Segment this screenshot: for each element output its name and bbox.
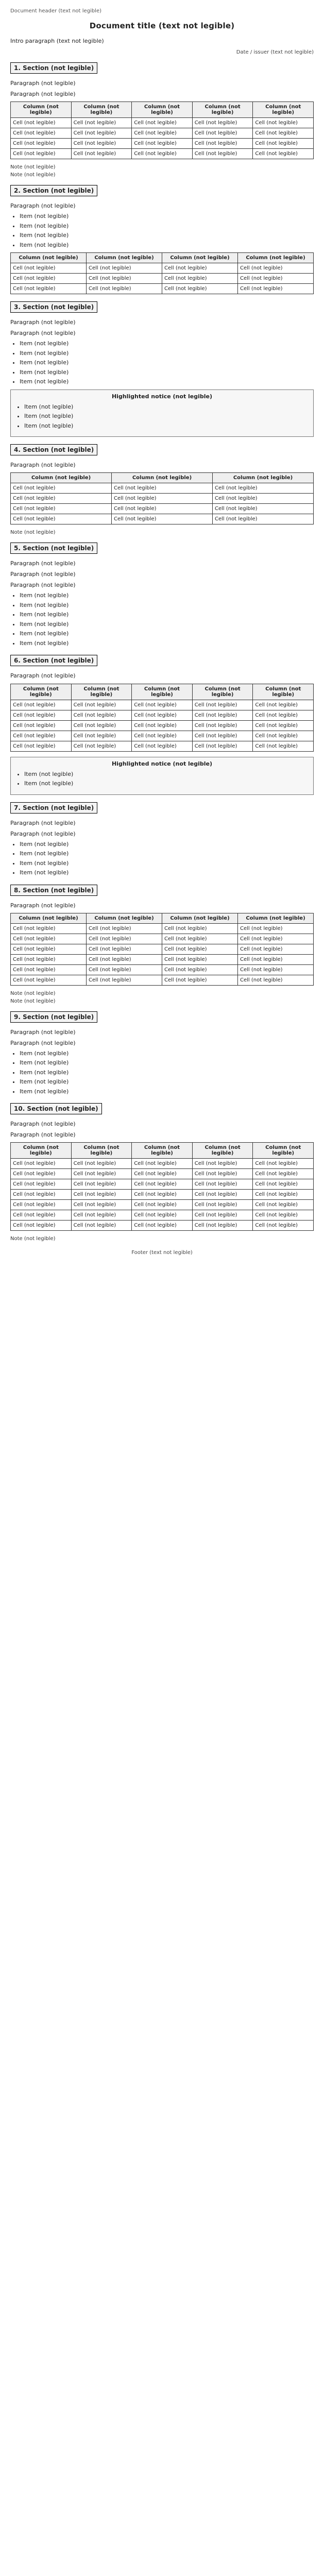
paragraph: Paragraph (not legible) — [10, 319, 76, 326]
table-cell: Cell (not legible) — [11, 741, 72, 751]
table-body — [11, 483, 314, 524]
section — [10, 301, 314, 437]
table-cell: Cell (not legible) — [253, 118, 314, 128]
bullet-list — [15, 770, 309, 788]
table-cell: Cell (not legible) — [132, 741, 193, 751]
table-cell: Cell (not legible) — [11, 118, 72, 128]
list-item: • Item (not legible) — [20, 1069, 314, 1077]
table-cell: Cell (not legible) — [11, 954, 87, 964]
list-item: • Item (not legible) — [24, 422, 309, 431]
list-item: • Item (not legible) — [20, 591, 314, 600]
table-head — [11, 473, 314, 483]
intro-paragraph: Intro paragraph (text not legible) — [10, 38, 104, 44]
paragraph: Paragraph (not legible) — [10, 1131, 76, 1139]
table-cell: Cell (not legible) — [192, 1159, 253, 1169]
data-table — [10, 1142, 314, 1231]
table-header-cell: Column (not legible) — [132, 1143, 193, 1159]
table-header-cell: Column (not legible) — [71, 102, 132, 118]
table-cell: Cell (not legible) — [192, 731, 253, 741]
paragraph: Paragraph (not legible) — [10, 819, 76, 826]
table-cell: Cell (not legible) — [238, 923, 314, 934]
table-header-cell: Column (not legible) — [192, 684, 253, 700]
paragraph: Paragraph (not legible) — [10, 902, 76, 909]
table-cell: Cell (not legible) — [11, 964, 87, 975]
table-cell: Cell (not legible) — [11, 1159, 72, 1169]
table-cell: Cell (not legible) — [238, 975, 314, 985]
table-row — [11, 483, 314, 494]
table-row — [11, 923, 314, 934]
paragraph: Paragraph (not legible) — [10, 582, 76, 589]
table-cell: Cell (not legible) — [253, 731, 314, 741]
table-header-cell: Column (not legible) — [162, 913, 238, 923]
table-header-cell: Column (not legible) — [71, 1143, 132, 1159]
section-title: 10. Section (not legible) — [10, 1103, 102, 1114]
table-row — [11, 284, 314, 294]
table-cell: Cell (not legible) — [87, 923, 162, 934]
table-cell: Cell (not legible) — [112, 514, 213, 524]
table-body — [11, 700, 314, 751]
table-header-cell: Column (not legible) — [11, 1143, 72, 1159]
data-table — [10, 913, 314, 986]
table-cell: Cell (not legible) — [71, 1210, 132, 1221]
table-cell: Cell (not legible) — [11, 1190, 72, 1200]
table-row — [11, 964, 314, 975]
table-cell: Cell (not legible) — [87, 263, 162, 274]
table-cell: Cell (not legible) — [11, 149, 72, 159]
table-header-cell: Column (not legible) — [192, 102, 253, 118]
table-cell: Cell (not legible) — [162, 274, 238, 284]
table-cell: Cell (not legible) — [71, 731, 132, 741]
table-cell: Cell (not legible) — [192, 741, 253, 751]
table-cell: Cell (not legible) — [213, 514, 314, 524]
table-header-cell: Column (not legible) — [11, 684, 72, 700]
document-page — [0, 0, 324, 1268]
section-title: 3. Section (not legible) — [10, 301, 97, 313]
table-head — [11, 913, 314, 923]
table-cell: Cell (not legible) — [192, 1200, 253, 1210]
table-cell: Cell (not legible) — [87, 934, 162, 944]
list-item: • Item (not legible) — [20, 340, 314, 348]
table-cell: Cell (not legible) — [11, 1200, 72, 1210]
table-header-cell: Column (not legible) — [132, 102, 193, 118]
highlighted-notice — [10, 757, 314, 795]
table-header-cell: Column (not legible) — [87, 913, 162, 923]
table-cell: Cell (not legible) — [238, 274, 314, 284]
table-cell: Cell (not legible) — [11, 284, 87, 294]
footer: Footer (text not legible) — [131, 1250, 193, 1256]
table-row — [11, 1169, 314, 1179]
table-cell: Cell (not legible) — [162, 263, 238, 274]
table-cell: Cell (not legible) — [132, 139, 193, 149]
list-item: • Item (not legible) — [20, 620, 314, 629]
data-table — [10, 472, 314, 524]
list-item: • Item (not legible) — [24, 403, 309, 412]
table-cell: Cell (not legible) — [11, 514, 112, 524]
paragraph: Paragraph (not legible) — [10, 1121, 76, 1128]
table-cell: Cell (not legible) — [238, 263, 314, 274]
bullet-list — [10, 840, 314, 877]
table-cell: Cell (not legible) — [132, 1179, 193, 1190]
data-table — [10, 101, 314, 159]
table-cell: Cell (not legible) — [71, 118, 132, 128]
table-body — [11, 923, 314, 985]
paragraph: Paragraph (not legible) — [10, 672, 76, 680]
table-cell: Cell (not legible) — [11, 731, 72, 741]
section-title: 6. Section (not legible) — [10, 655, 97, 666]
section — [10, 1011, 314, 1096]
table-cell: Cell (not legible) — [192, 128, 253, 139]
table-header-row — [11, 102, 314, 118]
list-item: • Item (not legible) — [20, 850, 314, 858]
data-table — [10, 252, 314, 294]
paragraph: Paragraph (not legible) — [10, 1039, 76, 1046]
table-cell: Cell (not legible) — [11, 1221, 72, 1231]
table-cell: Cell (not legible) — [162, 954, 238, 964]
list-item: • Item (not legible) — [20, 869, 314, 877]
note: Note (not legible) — [10, 530, 56, 536]
table-header-cell: Column (not legible) — [11, 473, 112, 483]
table-row — [11, 128, 314, 139]
table-header-row — [11, 1143, 314, 1159]
table-cell: Cell (not legible) — [253, 1179, 314, 1190]
table-cell: Cell (not legible) — [71, 139, 132, 149]
table-cell: Cell (not legible) — [192, 1221, 253, 1231]
table-cell: Cell (not legible) — [71, 741, 132, 751]
table-row — [11, 514, 314, 524]
list-item: • Item (not legible) — [24, 412, 309, 421]
paragraph: Paragraph (not legible) — [10, 830, 76, 837]
list-item: • Item (not legible) — [20, 231, 314, 240]
table-row — [11, 700, 314, 710]
table-header-row — [11, 253, 314, 263]
list-item: • Item (not legible) — [20, 378, 314, 386]
table-cell: Cell (not legible) — [132, 1159, 193, 1169]
table-cell: Cell (not legible) — [192, 149, 253, 159]
table-cell: Cell (not legible) — [238, 944, 314, 954]
table-head — [11, 253, 314, 263]
table-cell: Cell (not legible) — [162, 975, 238, 985]
table-cell: Cell (not legible) — [253, 1221, 314, 1231]
table-header-cell: Column (not legible) — [132, 684, 193, 700]
table-row — [11, 731, 314, 741]
paragraph: Paragraph (not legible) — [10, 330, 76, 337]
table-row — [11, 504, 314, 514]
table-head — [11, 684, 314, 700]
table-cell: Cell (not legible) — [11, 263, 87, 274]
table-row — [11, 934, 314, 944]
list-item: • Item (not legible) — [20, 630, 314, 638]
list-item: • Item (not legible) — [20, 349, 314, 358]
sections-container — [10, 62, 314, 1242]
table-cell: Cell (not legible) — [11, 923, 87, 934]
table-body — [11, 118, 314, 159]
section — [10, 1103, 314, 1242]
list-item: • Item (not legible) — [24, 770, 309, 779]
section-title: 7. Section (not legible) — [10, 802, 97, 814]
table-cell: Cell (not legible) — [132, 1190, 193, 1200]
table-row — [11, 944, 314, 954]
table-cell: Cell (not legible) — [112, 494, 213, 504]
table-cell: Cell (not legible) — [213, 504, 314, 514]
table-cell: Cell (not legible) — [132, 149, 193, 159]
table-row — [11, 118, 314, 128]
table-body — [11, 1159, 314, 1231]
table-header-cell: Column (not legible) — [238, 913, 314, 923]
section-title: 2. Section (not legible) — [10, 185, 97, 196]
section — [10, 543, 314, 648]
meta-right: Date / issuer (text not legible) — [236, 49, 314, 56]
table-cell: Cell (not legible) — [11, 1179, 72, 1190]
table-cell: Cell (not legible) — [132, 1169, 193, 1179]
section — [10, 885, 314, 1004]
table-header-cell: Column (not legible) — [11, 102, 72, 118]
table-row — [11, 1200, 314, 1210]
paragraph: Paragraph (not legible) — [10, 560, 76, 567]
note: Note (not legible) — [10, 1236, 56, 1242]
table-cell: Cell (not legible) — [253, 720, 314, 731]
table-header-row — [11, 684, 314, 700]
data-table — [10, 684, 314, 752]
table-cell: Cell (not legible) — [238, 934, 314, 944]
table-cell: Cell (not legible) — [162, 284, 238, 294]
table-body — [11, 263, 314, 294]
table-cell: Cell (not legible) — [213, 494, 314, 504]
table-cell: Cell (not legible) — [87, 274, 162, 284]
table-cell: Cell (not legible) — [11, 139, 72, 149]
table-row — [11, 1190, 314, 1200]
table-cell: Cell (not legible) — [87, 964, 162, 975]
table-head — [11, 102, 314, 118]
table-cell: Cell (not legible) — [71, 1221, 132, 1231]
table-row — [11, 1221, 314, 1231]
table-cell: Cell (not legible) — [11, 1210, 72, 1221]
table-cell: Cell (not legible) — [253, 700, 314, 710]
table-cell: Cell (not legible) — [11, 1169, 72, 1179]
table-header-cell: Column (not legible) — [87, 253, 162, 263]
list-item: • Item (not legible) — [20, 1059, 314, 1067]
table-row — [11, 710, 314, 720]
list-item: • Item (not legible) — [20, 1078, 314, 1087]
list-item: • Item (not legible) — [20, 241, 314, 250]
list-item: • Item (not legible) — [20, 639, 314, 648]
table-cell: Cell (not legible) — [11, 944, 87, 954]
table-cell: Cell (not legible) — [253, 128, 314, 139]
table-cell: Cell (not legible) — [132, 1221, 193, 1231]
table-cell: Cell (not legible) — [11, 504, 112, 514]
page-title: Document title (text not legible) — [89, 21, 235, 30]
table-row — [11, 1179, 314, 1190]
bullet-list — [15, 403, 309, 431]
table-cell: Cell (not legible) — [11, 720, 72, 731]
table-row — [11, 954, 314, 964]
table-cell: Cell (not legible) — [11, 710, 72, 720]
table-cell: Cell (not legible) — [71, 128, 132, 139]
table-cell: Cell (not legible) — [253, 1210, 314, 1221]
table-cell: Cell (not legible) — [162, 934, 238, 944]
table-row — [11, 1159, 314, 1169]
table-cell: Cell (not legible) — [238, 284, 314, 294]
paragraph: Paragraph (not legible) — [10, 80, 76, 87]
table-header-cell: Column (not legible) — [71, 684, 132, 700]
table-cell: Cell (not legible) — [253, 1169, 314, 1179]
list-item: • Item (not legible) — [20, 368, 314, 377]
table-cell: Cell (not legible) — [112, 483, 213, 494]
table-cell: Cell (not legible) — [71, 1169, 132, 1179]
note: Note (not legible) — [10, 990, 56, 996]
note: Note (not legible) — [10, 998, 56, 1004]
table-cell: Cell (not legible) — [253, 139, 314, 149]
table-row — [11, 263, 314, 274]
table-cell: Cell (not legible) — [238, 954, 314, 964]
table-cell: Cell (not legible) — [71, 1200, 132, 1210]
table-cell: Cell (not legible) — [87, 944, 162, 954]
table-cell: Cell (not legible) — [253, 1200, 314, 1210]
table-cell: Cell (not legible) — [192, 1169, 253, 1179]
table-cell: Cell (not legible) — [71, 1190, 132, 1200]
section-title: 4. Section (not legible) — [10, 444, 97, 455]
header-top-left: Document header (text not legible) — [10, 8, 102, 14]
table-cell: Cell (not legible) — [132, 710, 193, 720]
table-cell: Cell (not legible) — [253, 1159, 314, 1169]
table-cell: Cell (not legible) — [71, 700, 132, 710]
table-cell: Cell (not legible) — [132, 720, 193, 731]
list-item: • Item (not legible) — [24, 779, 309, 788]
table-cell: Cell (not legible) — [71, 720, 132, 731]
table-cell: Cell (not legible) — [71, 149, 132, 159]
list-item: • Item (not legible) — [20, 601, 314, 610]
paragraph: Paragraph (not legible) — [10, 571, 76, 578]
highlighted-notice-title: Highlighted notice (not legible) — [111, 760, 213, 767]
table-header-cell: Column (not legible) — [112, 473, 213, 483]
section-title: 9. Section (not legible) — [10, 1011, 97, 1023]
table-header-cell: Column (not legible) — [11, 253, 87, 263]
table-cell: Cell (not legible) — [192, 720, 253, 731]
note: Note (not legible) — [10, 172, 56, 178]
section-title: 5. Section (not legible) — [10, 543, 97, 554]
table-cell: Cell (not legible) — [71, 1159, 132, 1169]
table-cell: Cell (not legible) — [132, 700, 193, 710]
table-cell: Cell (not legible) — [238, 964, 314, 975]
table-cell: Cell (not legible) — [11, 934, 87, 944]
table-cell: Cell (not legible) — [11, 975, 87, 985]
bullet-list — [10, 212, 314, 249]
table-cell: Cell (not legible) — [11, 483, 112, 494]
table-cell: Cell (not legible) — [11, 274, 87, 284]
table-header-cell: Column (not legible) — [192, 1143, 253, 1159]
table-cell: Cell (not legible) — [87, 954, 162, 964]
paragraph: Paragraph (not legible) — [10, 91, 76, 98]
list-item: • Item (not legible) — [20, 840, 314, 849]
table-cell: Cell (not legible) — [253, 741, 314, 751]
table-cell: Cell (not legible) — [112, 504, 213, 514]
highlighted-notice-title: Highlighted notice (not legible) — [111, 393, 213, 400]
table-row — [11, 149, 314, 159]
bullet-list — [10, 591, 314, 648]
table-cell: Cell (not legible) — [253, 1190, 314, 1200]
list-item: • Item (not legible) — [20, 1049, 314, 1058]
table-cell: Cell (not legible) — [87, 284, 162, 294]
table-row — [11, 274, 314, 284]
table-cell: Cell (not legible) — [192, 118, 253, 128]
table-cell: Cell (not legible) — [162, 964, 238, 975]
section — [10, 655, 314, 794]
table-cell: Cell (not legible) — [192, 1179, 253, 1190]
table-header-cell: Column (not legible) — [11, 913, 87, 923]
table-row — [11, 139, 314, 149]
table-cell: Cell (not legible) — [132, 731, 193, 741]
list-item: • Item (not legible) — [20, 611, 314, 619]
list-item: • Item (not legible) — [20, 359, 314, 367]
table-row — [11, 1210, 314, 1221]
table-header-cell: Column (not legible) — [253, 684, 314, 700]
list-item: • Item (not legible) — [20, 1088, 314, 1096]
bullet-list — [10, 1049, 314, 1096]
table-cell: Cell (not legible) — [213, 483, 314, 494]
section-title: 1. Section (not legible) — [10, 62, 97, 74]
table-header-row — [11, 913, 314, 923]
list-item: • Item (not legible) — [20, 859, 314, 868]
note: Note (not legible) — [10, 164, 56, 171]
table-head — [11, 1143, 314, 1159]
table-header-cell: Column (not legible) — [253, 1143, 314, 1159]
table-cell: Cell (not legible) — [71, 1179, 132, 1190]
list-item: • Item (not legible) — [20, 222, 314, 231]
table-cell: Cell (not legible) — [162, 944, 238, 954]
paragraph: Paragraph (not legible) — [10, 1028, 76, 1036]
table-cell: Cell (not legible) — [132, 128, 193, 139]
list-item: • Item (not legible) — [20, 212, 314, 221]
table-row — [11, 720, 314, 731]
section — [10, 185, 314, 294]
bullet-list — [10, 340, 314, 386]
table-header-row — [11, 473, 314, 483]
section — [10, 802, 314, 877]
table-header-cell: Column (not legible) — [238, 253, 314, 263]
table-header-cell: Column (not legible) — [253, 102, 314, 118]
table-cell: Cell (not legible) — [192, 700, 253, 710]
table-cell: Cell (not legible) — [253, 149, 314, 159]
paragraph: Paragraph (not legible) — [10, 202, 76, 210]
section — [10, 62, 314, 178]
table-row — [11, 494, 314, 504]
table-header-cell: Column (not legible) — [213, 473, 314, 483]
table-cell: Cell (not legible) — [192, 1190, 253, 1200]
table-cell: Cell (not legible) — [192, 139, 253, 149]
paragraph: Paragraph (not legible) — [10, 462, 76, 469]
table-header-cell: Column (not legible) — [162, 253, 238, 263]
table-cell: Cell (not legible) — [71, 710, 132, 720]
table-cell: Cell (not legible) — [132, 1200, 193, 1210]
highlighted-notice — [10, 389, 314, 437]
table-cell: Cell (not legible) — [162, 923, 238, 934]
section-title: 8. Section (not legible) — [10, 885, 97, 896]
table-cell: Cell (not legible) — [87, 975, 162, 985]
table-cell: Cell (not legible) — [11, 700, 72, 710]
table-cell: Cell (not legible) — [253, 710, 314, 720]
table-row — [11, 741, 314, 751]
table-cell: Cell (not legible) — [192, 710, 253, 720]
table-cell: Cell (not legible) — [132, 1210, 193, 1221]
table-cell: Cell (not legible) — [11, 494, 112, 504]
table-cell: Cell (not legible) — [192, 1210, 253, 1221]
table-row — [11, 975, 314, 985]
table-cell: Cell (not legible) — [11, 128, 72, 139]
table-cell: Cell (not legible) — [132, 118, 193, 128]
section — [10, 444, 314, 535]
